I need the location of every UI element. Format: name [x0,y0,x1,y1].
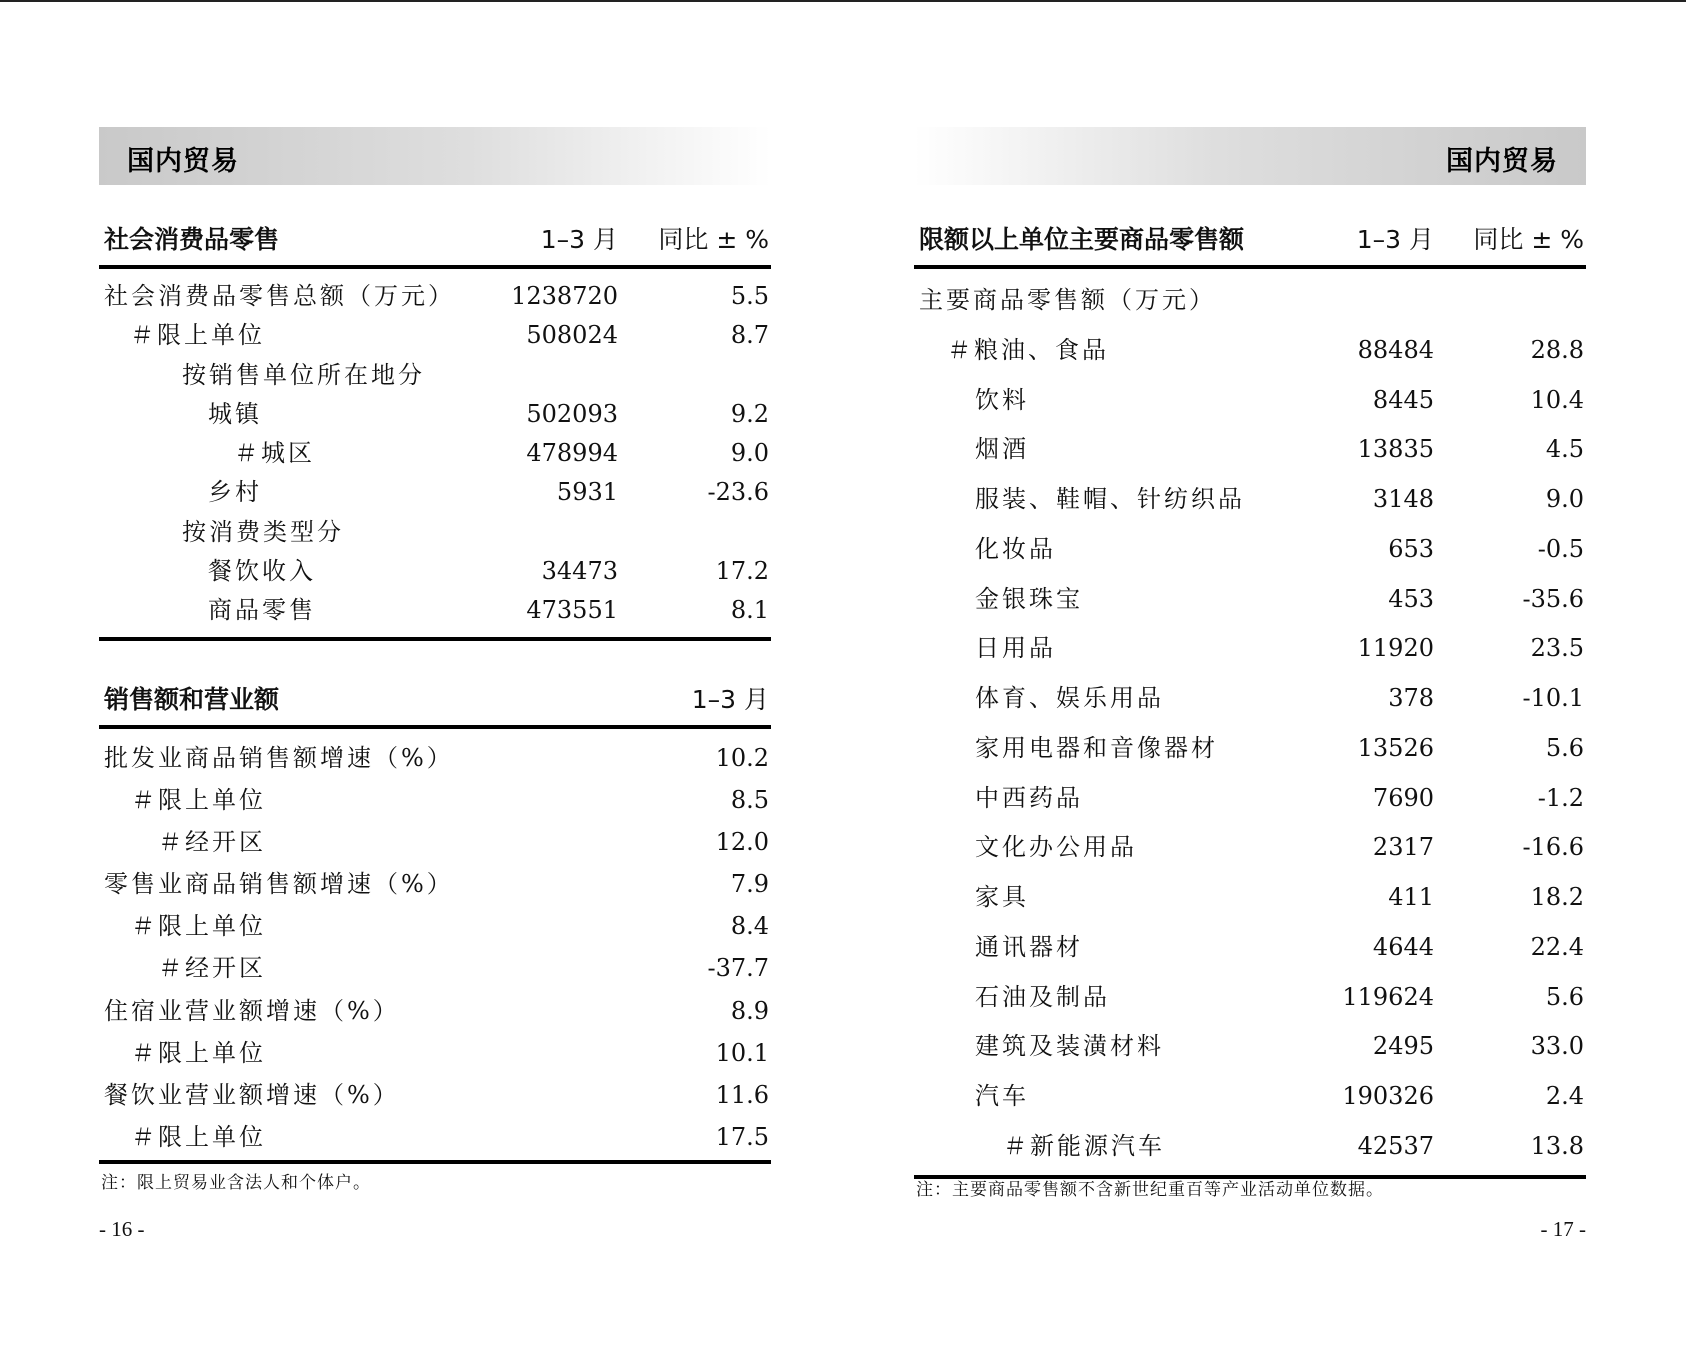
row-label: 中西药品 [975,783,1083,812]
table-row [914,524,1586,574]
row-label: ＃限上单位 [131,1122,266,1151]
column-header-period: 1–3 月 [691,685,769,714]
table-row [914,673,1586,723]
table-body [99,729,771,1164]
row-value-growth: 17.5 [715,1122,769,1151]
row-value-growth: 10.1 [715,1038,769,1067]
column-header-yoy: 同比 ± % [658,225,769,254]
row-value-yoy: 23.5 [1530,634,1584,663]
row-label: 服装、鞋帽、针纺织品 [975,485,1245,513]
row-label: 烟酒 [975,435,1029,464]
table-row [914,1021,1586,1071]
row-label: 汽车 [975,1082,1029,1110]
table-row [99,905,771,947]
row-label: 家用电器和音像器材 [975,733,1218,762]
table-body [99,269,771,641]
row-value-growth: 11.6 [715,1080,769,1109]
row-label: 批发业商品销售额增速（%） [104,744,454,772]
row-value-growth: 7.9 [730,870,769,899]
row-value-total: 378 [1388,684,1434,712]
footnote: 注：主要商品零售额不含新世纪重百等产业活动单位数据。 [916,1180,1384,1200]
row-label: 主要商品零售额（万元） [919,286,1216,314]
row-value-total: 7690 [1372,783,1434,812]
row-label: 商品零售 [208,596,316,625]
row-value-total: 411 [1388,883,1434,911]
row-label: 体育、娱乐用品 [975,684,1164,712]
row-value-growth: -37.7 [707,954,769,983]
column-header-yoy: 同比 ± % [1473,225,1584,254]
table-row [914,972,1586,1022]
table-row [914,474,1586,524]
table-row [99,277,771,316]
row-label: 按销售单位所在地分 [182,360,425,389]
table-title: 限额以上单位主要商品零售额 [919,225,1245,254]
row-value-yoy: 28.8 [1530,335,1584,364]
row-value-yoy: 10.4 [1530,385,1584,414]
table-row [914,325,1586,375]
table-row [914,773,1586,823]
table-row [914,574,1586,624]
table-row [99,1032,771,1074]
row-value-growth: 8.9 [730,996,769,1025]
table-row [99,990,771,1032]
row-value-total: 119624 [1342,982,1434,1011]
row-label: ＃粮油、食品 [947,335,1109,364]
row-value-yoy: 9.0 [730,439,769,468]
row-value-yoy: 5.6 [1545,982,1584,1011]
row-value-total: 478994 [526,439,618,468]
table-row [99,1116,771,1158]
row-value-yoy: 5.5 [730,282,769,310]
table-row [99,591,771,630]
table-row [99,779,771,821]
row-value-total: 653 [1388,534,1434,563]
row-value-total: 508024 [526,321,618,350]
row-value-yoy: 2.4 [1545,1082,1584,1110]
row-value-yoy: 9.0 [1545,485,1584,513]
row-label: 建筑及装潢材料 [975,1032,1164,1061]
row-value-total: 13835 [1357,435,1434,464]
page-number: - 16 - [99,1217,145,1241]
section-title: 国内贸易 [127,146,239,177]
row-label: 金银珠宝 [975,584,1083,613]
row-label: ＃限上单位 [131,1038,266,1067]
page-16 [99,0,779,1353]
row-value-yoy: 17.2 [715,557,769,586]
row-label: 餐饮收入 [208,557,316,586]
row-label: ＃限上单位 [130,321,265,350]
row-label: 石油及制品 [975,982,1110,1011]
row-value-yoy: 33.0 [1530,1032,1584,1061]
row-value-total: 1238720 [511,282,618,310]
row-value-yoy: 13.8 [1530,1131,1584,1160]
row-value-yoy: 8.7 [730,321,769,350]
row-value-yoy: 9.2 [730,399,769,428]
row-label: 餐饮业营业额增速（%） [104,1080,400,1109]
table-row [914,822,1586,872]
table-header [99,213,771,269]
table-row [914,1071,1586,1121]
row-value-total: 88484 [1357,335,1434,364]
row-value-total: 11920 [1357,634,1434,663]
table-row [914,623,1586,673]
row-label: ＃经开区 [158,828,266,857]
row-label: ＃限上单位 [131,786,266,815]
row-value-total: 4644 [1372,932,1434,961]
column-header-period: 1–3 月 [1356,225,1434,254]
row-value-total: 13526 [1357,733,1434,762]
row-value-total: 190326 [1342,1082,1434,1110]
row-value-total: 453 [1388,584,1434,613]
row-value-yoy: 8.1 [730,596,769,625]
row-value-yoy: 22.4 [1530,932,1584,961]
row-value-total: 2317 [1372,833,1434,862]
row-value-total: 3148 [1372,485,1434,513]
table-row [914,872,1586,922]
row-value-yoy: 4.5 [1545,435,1584,464]
row-value-total: 42537 [1357,1131,1434,1160]
table-row [914,375,1586,425]
row-label: 按消费类型分 [182,517,344,546]
table-row [99,395,771,434]
table-row [99,356,771,395]
page-number: - 17 - [1540,1217,1586,1241]
row-label: 社会消费品零售总额（万元） [104,282,455,310]
row-value-growth: 10.2 [715,744,769,772]
table-row [914,1121,1586,1171]
table-header [914,213,1586,269]
row-value-total: 5931 [556,478,618,507]
page-17 [914,0,1594,1353]
table-row [914,922,1586,972]
row-value-total: 34473 [541,557,618,586]
table-row [99,316,771,355]
row-value-growth: 8.5 [730,786,769,815]
row-value-yoy: 5.6 [1545,733,1584,762]
row-value-total: 502093 [526,399,618,428]
row-label: 零售业商品销售额增速（%） [104,870,454,899]
table-row [914,424,1586,474]
row-label: 城镇 [208,399,262,428]
table-header [99,673,771,729]
row-value-total: 473551 [526,596,618,625]
table-title: 销售额和营业额 [104,685,280,714]
row-label: 饮料 [975,385,1029,414]
row-value-yoy: -10.1 [1522,684,1584,712]
row-label: 日用品 [975,634,1056,663]
table-row [914,275,1586,325]
table-row [99,513,771,552]
row-label: 文化办公用品 [975,833,1137,862]
table-row [99,434,771,473]
table-row [99,737,771,779]
row-label: ＃限上单位 [131,912,266,941]
row-value-yoy: -16.6 [1522,833,1584,862]
row-value-yoy: -0.5 [1537,534,1584,563]
row-label: ＃新能源汽车 [1003,1131,1165,1160]
table-row [914,723,1586,773]
row-label: 化妆品 [975,534,1056,563]
table-row [99,863,771,905]
table-row [99,552,771,591]
row-value-total: 8445 [1372,385,1434,414]
row-label: ＃城区 [234,439,315,468]
footnote: 注：限上贸易业含法人和个体户。 [101,1173,371,1193]
table-row [99,821,771,863]
section-title: 国内贸易 [1446,146,1558,177]
row-label: ＃经开区 [158,954,266,983]
retail-sales-table [99,213,771,641]
section-banner [99,127,771,185]
row-label: 住宿业营业额增速（%） [104,996,400,1025]
row-value-growth: 8.4 [730,912,769,941]
table-row [99,1074,771,1116]
table-row [99,947,771,989]
row-value-yoy: -35.6 [1522,584,1584,613]
column-header-period: 1–3 月 [540,225,618,254]
commodity-retail-table [914,213,1586,1179]
table-body [914,269,1586,1179]
row-value-yoy: -23.6 [707,478,769,507]
table-row [99,473,771,512]
row-value-yoy: -1.2 [1537,783,1584,812]
row-value-total: 2495 [1372,1032,1434,1061]
row-label: 乡村 [208,478,262,507]
section-banner [914,127,1586,185]
row-label: 家具 [975,883,1029,911]
row-value-growth: 12.0 [715,828,769,857]
row-value-yoy: 18.2 [1530,883,1584,911]
sales-turnover-table [99,673,771,1164]
row-label: 通讯器材 [975,932,1083,961]
table-title: 社会消费品零售 [104,225,280,254]
